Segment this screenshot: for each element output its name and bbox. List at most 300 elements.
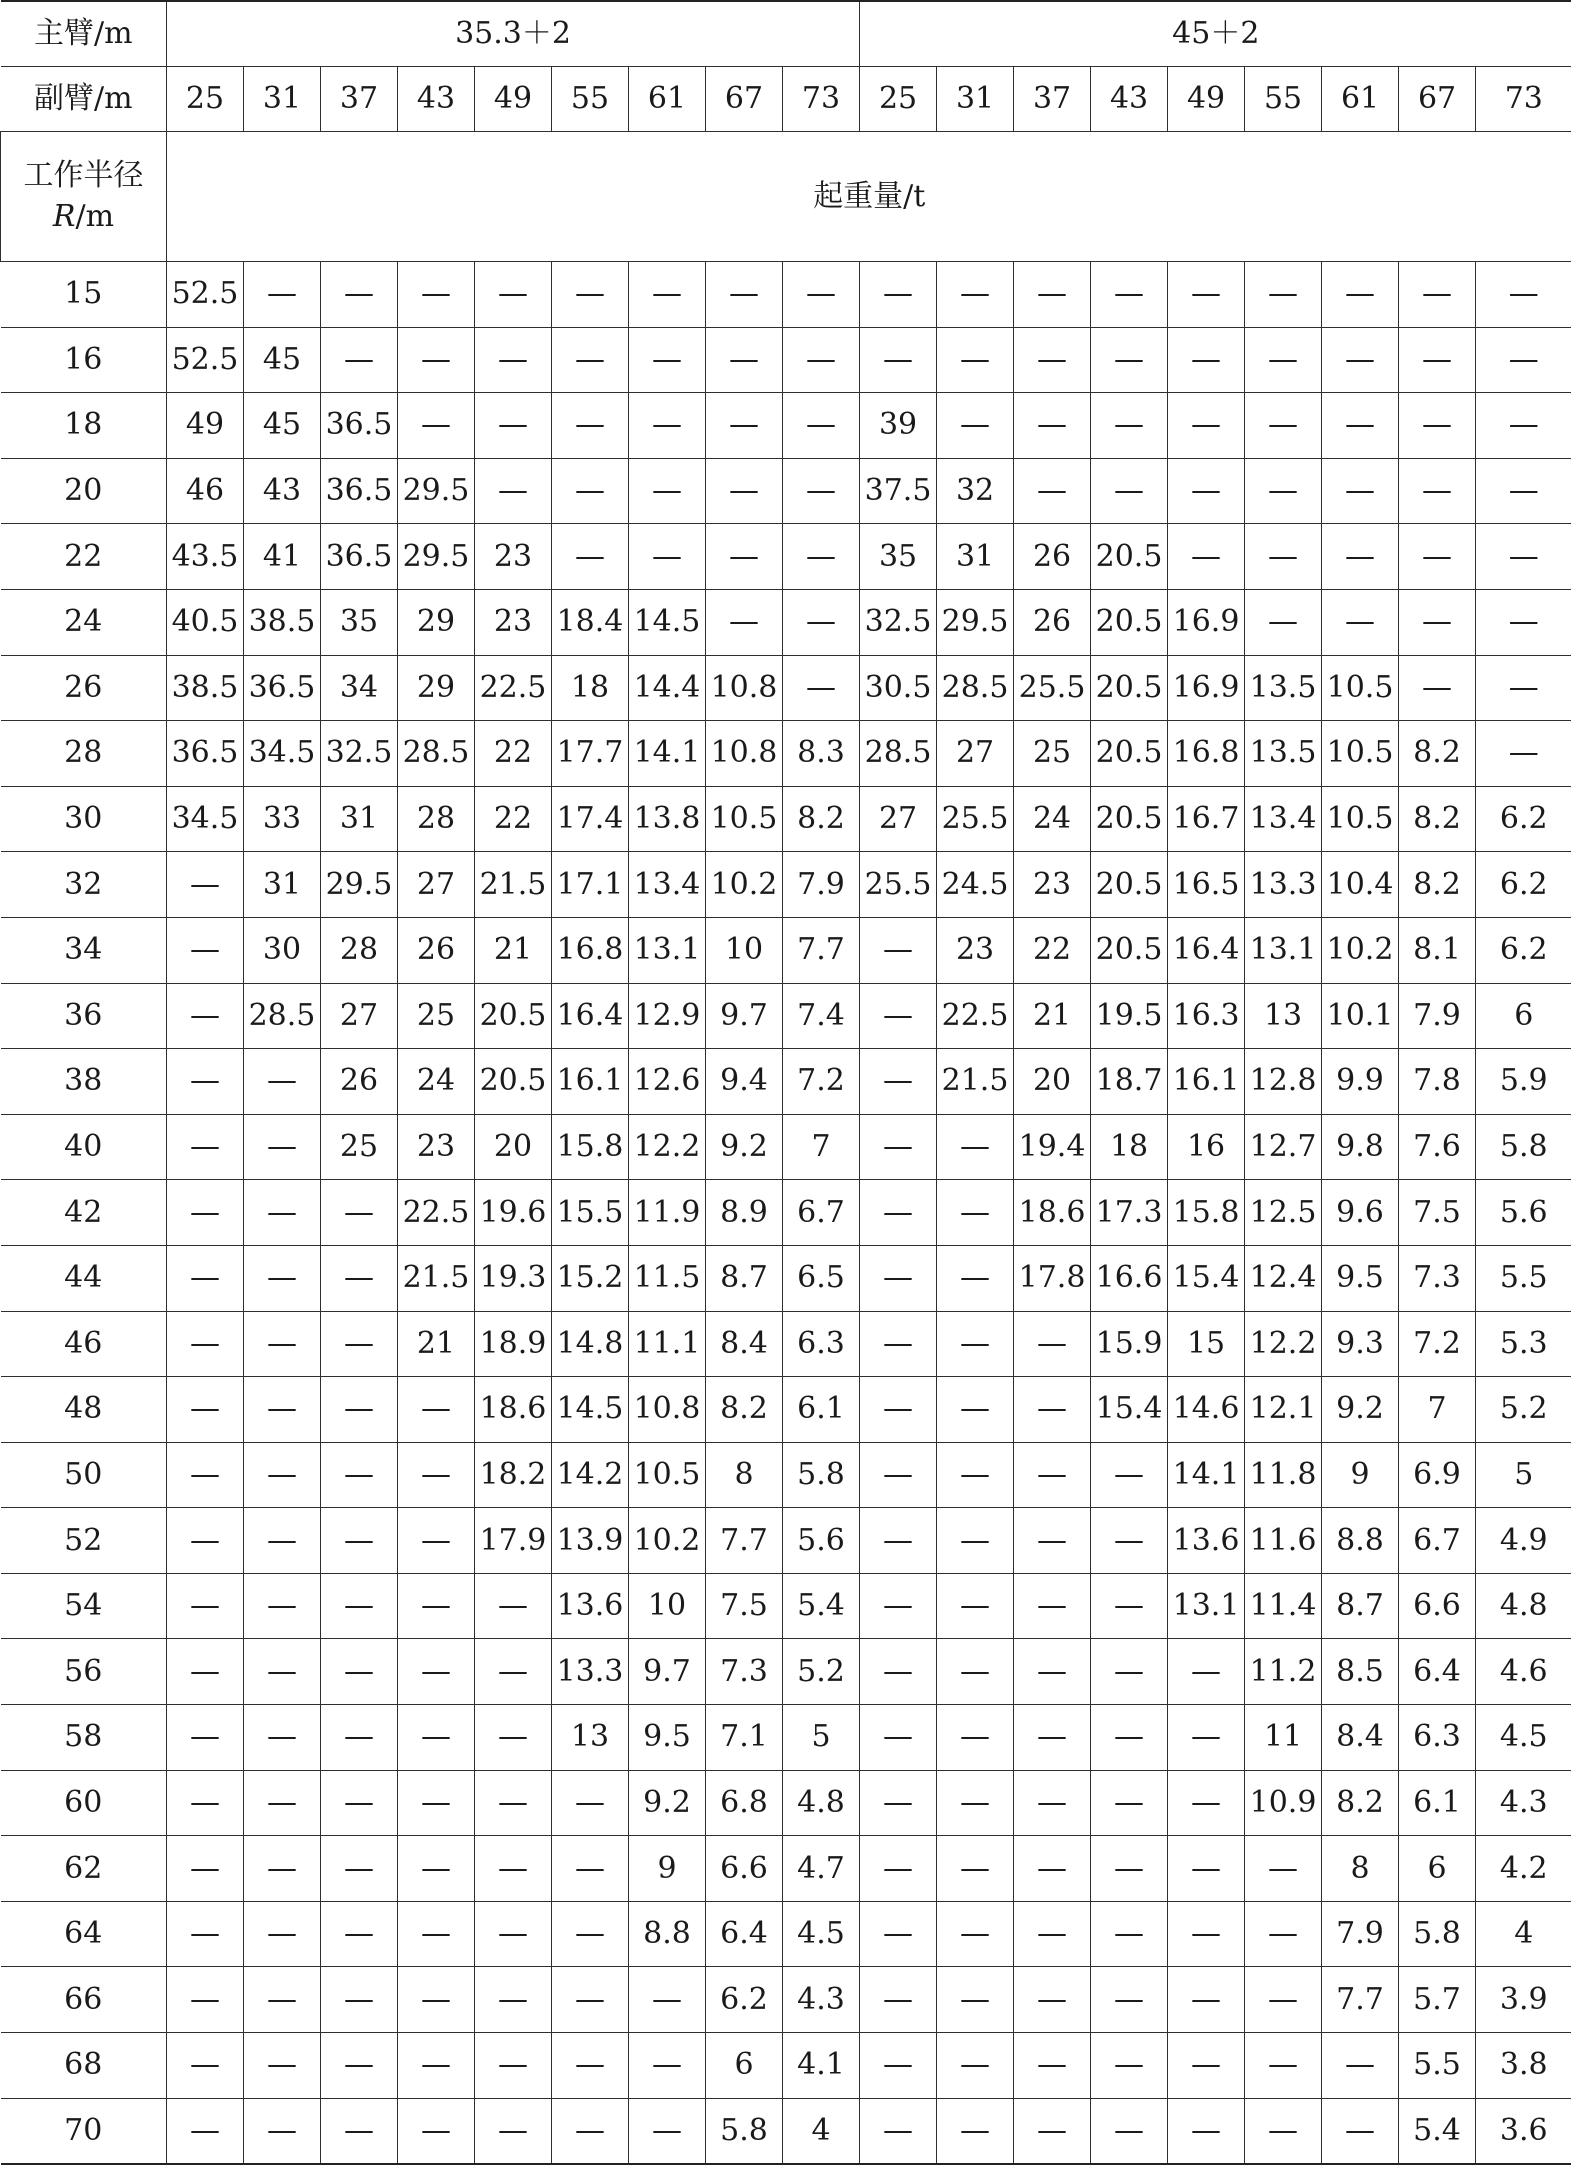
capacity-cell: 9.5: [1322, 1245, 1399, 1311]
capacity-cell: 13.9: [552, 1508, 629, 1574]
capacity-cell: 7.2: [783, 1049, 860, 1115]
capacity-cell: 5.7: [1399, 1967, 1476, 2033]
capacity-cell: 5.9: [1476, 1049, 1571, 1115]
capacity-cell: —: [1399, 327, 1476, 393]
capacity-cell: —: [1014, 458, 1091, 524]
capacity-cell: 23: [1014, 852, 1091, 918]
table-row: [1, 262, 1571, 328]
capacity-cell: 20.5: [475, 1049, 552, 1115]
table-row: [1, 1311, 1571, 1377]
capacity-cell: 10.2: [629, 1508, 706, 1574]
capacity-cell: —: [1168, 1967, 1245, 2033]
capacity-cell: 4: [783, 2098, 860, 2164]
capacity-cell: 15.4: [1168, 1245, 1245, 1311]
capacity-cell: —: [398, 327, 475, 393]
capacity-cell: —: [1168, 458, 1245, 524]
capacity-cell: —: [629, 524, 706, 590]
capacity-cell: 8.5: [1322, 1639, 1399, 1705]
capacity-cell: —: [937, 327, 1014, 393]
capacity-cell: 6.5: [783, 1245, 860, 1311]
capacity-cell: —: [1476, 655, 1571, 721]
capacity-cell: —: [321, 1508, 398, 1574]
capacity-cell: 7.7: [783, 917, 860, 983]
capacity-cell: —: [1476, 589, 1571, 655]
capacity-cell: 32.5: [321, 721, 398, 787]
capacity-cell: 11.8: [1245, 1442, 1322, 1508]
table-row: [1, 393, 1571, 459]
capacity-cell: —: [398, 1442, 475, 1508]
capacity-cell: —: [1014, 2033, 1091, 2099]
capacity-cell: —: [244, 1639, 321, 1705]
capacity-cell: 38.5: [244, 589, 321, 655]
radius-cell: 68: [1, 2033, 167, 2099]
capacity-cell: 34.5: [167, 786, 244, 852]
capacity-cell: 11.9: [629, 1180, 706, 1246]
capacity-cell: —: [167, 2033, 244, 2099]
capacity-cell: 40.5: [167, 589, 244, 655]
capacity-cell: —: [1168, 1901, 1245, 1967]
capacity-cell: 9.4: [706, 1049, 783, 1115]
capacity-cell: —: [860, 1508, 937, 1574]
capacity-cell: —: [398, 393, 475, 459]
capacity-cell: —: [475, 1573, 552, 1639]
capacity-cell: 36.5: [321, 524, 398, 590]
capacity-cell: —: [398, 2098, 475, 2164]
jib-length-cell: 25: [167, 67, 244, 132]
capacity-cell: 10.5: [706, 786, 783, 852]
capacity-cell: —: [937, 1377, 1014, 1443]
capacity-cell: 4.7: [783, 1836, 860, 1902]
capacity-cell: —: [860, 1114, 937, 1180]
capacity-cell: —: [860, 1901, 937, 1967]
capacity-cell: 43: [244, 458, 321, 524]
capacity-cell: 29.5: [398, 458, 475, 524]
capacity-cell: 9.3: [1322, 1311, 1399, 1377]
jib-length-cell: 37: [1014, 67, 1091, 132]
capacity-cell: 7.3: [706, 1639, 783, 1705]
capacity-cell: —: [1245, 524, 1322, 590]
capacity-cell: —: [1014, 1377, 1091, 1443]
capacity-cell: 5.6: [1476, 1180, 1571, 1246]
capacity-cell: —: [1014, 1311, 1091, 1377]
capacity-cell: —: [475, 1705, 552, 1771]
capacity-cell: —: [167, 1508, 244, 1574]
table-row: [1, 1573, 1571, 1639]
capacity-cell: 21: [475, 917, 552, 983]
capacity-cell: 7: [783, 1114, 860, 1180]
capacity-cell: 12.7: [1245, 1114, 1322, 1180]
capacity-cell: —: [1322, 2098, 1399, 2164]
capacity-cell: —: [1322, 393, 1399, 459]
capacity-cell: 8.2: [1322, 1770, 1399, 1836]
capacity-cell: —: [1168, 262, 1245, 328]
capacity-cell: —: [321, 1245, 398, 1311]
capacity-cell: 6.7: [783, 1180, 860, 1246]
capacity-cell: 10.8: [629, 1377, 706, 1443]
capacity-cell: 10.2: [706, 852, 783, 918]
capacity-cell: 23: [475, 524, 552, 590]
capacity-cell: —: [937, 1705, 1014, 1771]
capacity-cell: 12.1: [1245, 1377, 1322, 1443]
capacity-cell: —: [1476, 262, 1571, 328]
capacity-cell: 18.6: [475, 1377, 552, 1443]
capacity-cell: —: [552, 1836, 629, 1902]
capacity-cell: —: [783, 393, 860, 459]
capacity-cell: —: [860, 1967, 937, 2033]
capacity-cell: 4.9: [1476, 1508, 1571, 1574]
capacity-cell: 18: [552, 655, 629, 721]
capacity-cell: 6.4: [706, 1901, 783, 1967]
capacity-cell: 12.2: [1245, 1311, 1322, 1377]
capacity-cell: 33: [244, 786, 321, 852]
capacity-cell: 27: [398, 852, 475, 918]
capacity-cell: 7.4: [783, 983, 860, 1049]
capacity-cell: 13.6: [552, 1573, 629, 1639]
capacity-cell: —: [860, 1770, 937, 1836]
capacity-cell: —: [1014, 1573, 1091, 1639]
capacity-cell: 11: [1245, 1705, 1322, 1771]
capacity-cell: 18.4: [552, 589, 629, 655]
capacity-cell: 7.5: [706, 1573, 783, 1639]
capacity-cell: 13.4: [629, 852, 706, 918]
capacity-cell: 23: [475, 589, 552, 655]
capacity-cell: —: [629, 458, 706, 524]
capacity-cell: 8.3: [783, 721, 860, 787]
radius-cell: 26: [1, 655, 167, 721]
capacity-cell: —: [1014, 393, 1091, 459]
capacity-cell: —: [244, 1180, 321, 1246]
capacity-cell: —: [783, 589, 860, 655]
capacity-cell: —: [937, 1639, 1014, 1705]
capacity-cell: —: [1399, 262, 1476, 328]
capacity-cell: —: [783, 655, 860, 721]
capacity-cell: —: [167, 983, 244, 1049]
capacity-cell: —: [167, 1967, 244, 2033]
capacity-cell: 14.1: [629, 721, 706, 787]
capacity-cell: 4.2: [1476, 1836, 1571, 1902]
capacity-cell: 16.9: [1168, 655, 1245, 721]
capacity-cell: 5.4: [1399, 2098, 1476, 2164]
capacity-cell: —: [937, 2098, 1014, 2164]
jib-length-cell: 73: [1476, 67, 1571, 132]
capacity-cell: 23: [937, 917, 1014, 983]
capacity-cell: 7.7: [706, 1508, 783, 1574]
capacity-cell: 13: [1245, 983, 1322, 1049]
capacity-cell: —: [398, 1967, 475, 2033]
capacity-cell: 13.1: [1245, 917, 1322, 983]
capacity-cell: —: [937, 1836, 1014, 1902]
capacity-cell: —: [398, 262, 475, 328]
radius-label-line1: 工作半径: [24, 158, 144, 193]
capacity-cell: —: [937, 1573, 1014, 1639]
capacity-cell: 7.9: [783, 852, 860, 918]
main-boom-value-2: 45＋2: [860, 1, 1571, 67]
capacity-cell: —: [475, 1770, 552, 1836]
capacity-cell: —: [1399, 589, 1476, 655]
capacity-cell: 8.2: [706, 1377, 783, 1443]
radius-cell: 22: [1, 524, 167, 590]
capacity-cell: —: [321, 1705, 398, 1771]
capacity-cell: 13.3: [552, 1639, 629, 1705]
capacity-cell: 5.2: [783, 1639, 860, 1705]
capacity-cell: 14.8: [552, 1311, 629, 1377]
capacity-cell: —: [1091, 1901, 1168, 1967]
capacity-cell: 8.8: [629, 1901, 706, 1967]
radius-cell: 32: [1, 852, 167, 918]
capacity-cell: 5.8: [1476, 1114, 1571, 1180]
capacity-cell: —: [167, 1377, 244, 1443]
table-row: [1, 917, 1571, 983]
capacity-cell: —: [321, 1901, 398, 1967]
capacity-cell: 9: [1322, 1442, 1399, 1508]
capacity-cell: 31: [321, 786, 398, 852]
capacity-cell: 13: [552, 1705, 629, 1771]
capacity-cell: —: [706, 393, 783, 459]
capacity-cell: 34: [321, 655, 398, 721]
capacity-cell: —: [1399, 524, 1476, 590]
capacity-cell: 5.3: [1476, 1311, 1571, 1377]
capacity-cell: 14.6: [1168, 1377, 1245, 1443]
capacity-cell: —: [321, 1573, 398, 1639]
capacity-cell: —: [1245, 589, 1322, 655]
capacity-cell: 24: [1014, 786, 1091, 852]
capacity-cell: 5.6: [783, 1508, 860, 1574]
table-row: [1, 1770, 1571, 1836]
capacity-cell: 9.2: [706, 1114, 783, 1180]
table-row: [1, 1114, 1571, 1180]
capacity-cell: —: [1091, 1770, 1168, 1836]
capacity-cell: 25: [398, 983, 475, 1049]
capacity-cell: 28: [321, 917, 398, 983]
radius-cell: 56: [1, 1639, 167, 1705]
capacity-cell: 14.5: [629, 589, 706, 655]
capacity-cell: —: [167, 1180, 244, 1246]
capacity-cell: 18: [1091, 1114, 1168, 1180]
capacity-cell: 8.1: [1399, 917, 1476, 983]
capacity-cell: —: [1245, 1901, 1322, 1967]
capacity-cell: 4.3: [1476, 1770, 1571, 1836]
capacity-cell: 28.5: [244, 983, 321, 1049]
capacity-cell: 19.5: [1091, 983, 1168, 1049]
capacity-cell: 18.9: [475, 1311, 552, 1377]
radius-cell: 20: [1, 458, 167, 524]
capacity-cell: —: [244, 1114, 321, 1180]
table-row: [1, 1442, 1571, 1508]
capacity-cell: 13.5: [1245, 721, 1322, 787]
capacity-cell: 13.1: [1168, 1573, 1245, 1639]
capacity-cell: 11.5: [629, 1245, 706, 1311]
table-row: [1, 1705, 1571, 1771]
capacity-cell: —: [1322, 2033, 1399, 2099]
capacity-cell: 29.5: [937, 589, 1014, 655]
capacity-cell: 8.4: [1322, 1705, 1399, 1771]
capacity-cell: —: [1014, 1639, 1091, 1705]
capacity-cell: 38.5: [167, 655, 244, 721]
capacity-cell: 22.5: [937, 983, 1014, 1049]
capacity-cell: —: [167, 1901, 244, 1967]
capacity-cell: 16.7: [1168, 786, 1245, 852]
capacity-cell: 21.5: [398, 1245, 475, 1311]
capacity-cell: —: [398, 1770, 475, 1836]
capacity-cell: —: [1168, 2098, 1245, 2164]
radius-cell: 60: [1, 1770, 167, 1836]
jib-label: 副臂/m: [1, 67, 167, 132]
capacity-cell: —: [244, 1836, 321, 1902]
capacity-cell: 15: [1168, 1311, 1245, 1377]
capacity-cell: —: [1399, 393, 1476, 459]
jib-length-cell: 73: [783, 67, 860, 132]
capacity-cell: —: [552, 2098, 629, 2164]
capacity-cell: 21: [1014, 983, 1091, 1049]
capacity-cell: 5: [783, 1705, 860, 1771]
capacity-cell: —: [244, 1377, 321, 1443]
jib-length-cell: 67: [706, 67, 783, 132]
capacity-cell: —: [552, 458, 629, 524]
table-row: [1, 2098, 1571, 2164]
capacity-cell: 35: [321, 589, 398, 655]
capacity-cell: 39: [860, 393, 937, 459]
capacity-cell: 9.7: [706, 983, 783, 1049]
capacity-cell: —: [475, 262, 552, 328]
capacity-cell: —: [937, 1180, 1014, 1246]
capacity-cell: 26: [1014, 524, 1091, 590]
capacity-cell: 4.6: [1476, 1639, 1571, 1705]
capacity-cell: 29: [398, 655, 475, 721]
capacity-cell: 4.8: [1476, 1573, 1571, 1639]
capacity-cell: —: [1014, 2098, 1091, 2164]
radius-cell: 54: [1, 1573, 167, 1639]
capacity-cell: 12.5: [1245, 1180, 1322, 1246]
capacity-cell: —: [244, 1049, 321, 1115]
capacity-cell: —: [1168, 1770, 1245, 1836]
table-row: [1, 1508, 1571, 1574]
jib-length-cell: 43: [1091, 67, 1168, 132]
capacity-cell: 21.5: [937, 1049, 1014, 1115]
table-row: [1, 1245, 1571, 1311]
capacity-cell: —: [860, 327, 937, 393]
capacity-cell: —: [167, 1573, 244, 1639]
capacity-cell: —: [860, 262, 937, 328]
capacity-cell: —: [321, 2098, 398, 2164]
capacity-cell: 28.5: [860, 721, 937, 787]
capacity-cell: —: [1014, 1442, 1091, 1508]
jib-header-row: [1, 67, 1571, 132]
capacity-cell: —: [1091, 1836, 1168, 1902]
table-row: [1, 1967, 1571, 2033]
capacity-cell: 3.8: [1476, 2033, 1571, 2099]
table-row: [1, 2033, 1571, 2099]
capacity-cell: 8.8: [1322, 1508, 1399, 1574]
capacity-cell: —: [783, 262, 860, 328]
capacity-cell: —: [783, 458, 860, 524]
capacity-cell: 20.5: [1091, 721, 1168, 787]
capacity-cell: 3.6: [1476, 2098, 1571, 2164]
capacity-cell: —: [398, 1705, 475, 1771]
capacity-cell: 16.8: [552, 917, 629, 983]
jib-length-cell: 31: [244, 67, 321, 132]
radius-header-row: [1, 132, 1571, 262]
capacity-cell: 6.6: [1399, 1573, 1476, 1639]
capacity-cell: —: [937, 1442, 1014, 1508]
capacity-cell: 4.5: [783, 1901, 860, 1967]
main-boom-header-row: [1, 1, 1571, 67]
capacity-cell: 8.7: [1322, 1573, 1399, 1639]
capacity-cell: 52.5: [167, 262, 244, 328]
radius-cell: 48: [1, 1377, 167, 1443]
table-row: [1, 852, 1571, 918]
jib-length-cell: 61: [1322, 67, 1399, 132]
capacity-cell: —: [321, 1639, 398, 1705]
capacity-cell: 15.8: [552, 1114, 629, 1180]
capacity-cell: —: [1091, 1639, 1168, 1705]
capacity-cell: —: [244, 262, 321, 328]
capacity-cell: 9.2: [1322, 1377, 1399, 1443]
capacity-cell: 17.7: [552, 721, 629, 787]
capacity-cell: 7.1: [706, 1705, 783, 1771]
capacity-cell: 18.6: [1014, 1180, 1091, 1246]
capacity-cell: —: [398, 1377, 475, 1443]
radius-cell: 52: [1, 1508, 167, 1574]
capacity-cell: 25: [1014, 721, 1091, 787]
capacity-cell: 22: [1014, 917, 1091, 983]
capacity-cell: 34.5: [244, 721, 321, 787]
capacity-cell: —: [937, 1770, 1014, 1836]
capacity-cell: —: [1091, 2098, 1168, 2164]
capacity-cell: —: [1091, 2033, 1168, 2099]
capacity-cell: —: [552, 1901, 629, 1967]
capacity-cell: 16.6: [1091, 1245, 1168, 1311]
capacity-cell: 37.5: [860, 458, 937, 524]
capacity-cell: —: [1091, 1705, 1168, 1771]
capacity-cell: —: [244, 1508, 321, 1574]
capacity-cell: —: [1014, 1770, 1091, 1836]
capacity-cell: 19.3: [475, 1245, 552, 1311]
capacity-cell: 7.7: [1322, 1967, 1399, 2033]
capacity-cell: —: [1014, 1705, 1091, 1771]
jib-length-cell: 25: [860, 67, 937, 132]
capacity-cell: 15.8: [1168, 1180, 1245, 1246]
capacity-cell: 8: [706, 1442, 783, 1508]
capacity-cell: 16.1: [1168, 1049, 1245, 1115]
capacity-cell: 13.6: [1168, 1508, 1245, 1574]
capacity-cell: —: [244, 1245, 321, 1311]
capacity-cell: 16.9: [1168, 589, 1245, 655]
capacity-cell: 12.9: [629, 983, 706, 1049]
capacity-cell: 16.5: [1168, 852, 1245, 918]
capacity-cell: —: [398, 1639, 475, 1705]
capacity-cell: —: [1476, 524, 1571, 590]
capacity-cell: 5: [1476, 1442, 1571, 1508]
capacity-cell: 6.2: [1476, 852, 1571, 918]
capacity-cell: —: [398, 1573, 475, 1639]
capacity-cell: 7.3: [1399, 1245, 1476, 1311]
capacity-cell: 35: [860, 524, 937, 590]
jib-length-cell: 55: [1245, 67, 1322, 132]
capacity-cell: —: [321, 1967, 398, 2033]
capacity-cell: 45: [244, 393, 321, 459]
capacity-cell: 24.5: [937, 852, 1014, 918]
capacity-cell: 20.5: [1091, 524, 1168, 590]
capacity-cell: 17.4: [552, 786, 629, 852]
table-row: [1, 327, 1571, 393]
capacity-cell: —: [1322, 524, 1399, 590]
radius-cell: 42: [1, 1180, 167, 1246]
capacity-cell: 24: [398, 1049, 475, 1115]
capacity-cell: —: [629, 2033, 706, 2099]
capacity-cell: 16.4: [552, 983, 629, 1049]
capacity-cell: 20.5: [1091, 589, 1168, 655]
table-row: [1, 1901, 1571, 1967]
